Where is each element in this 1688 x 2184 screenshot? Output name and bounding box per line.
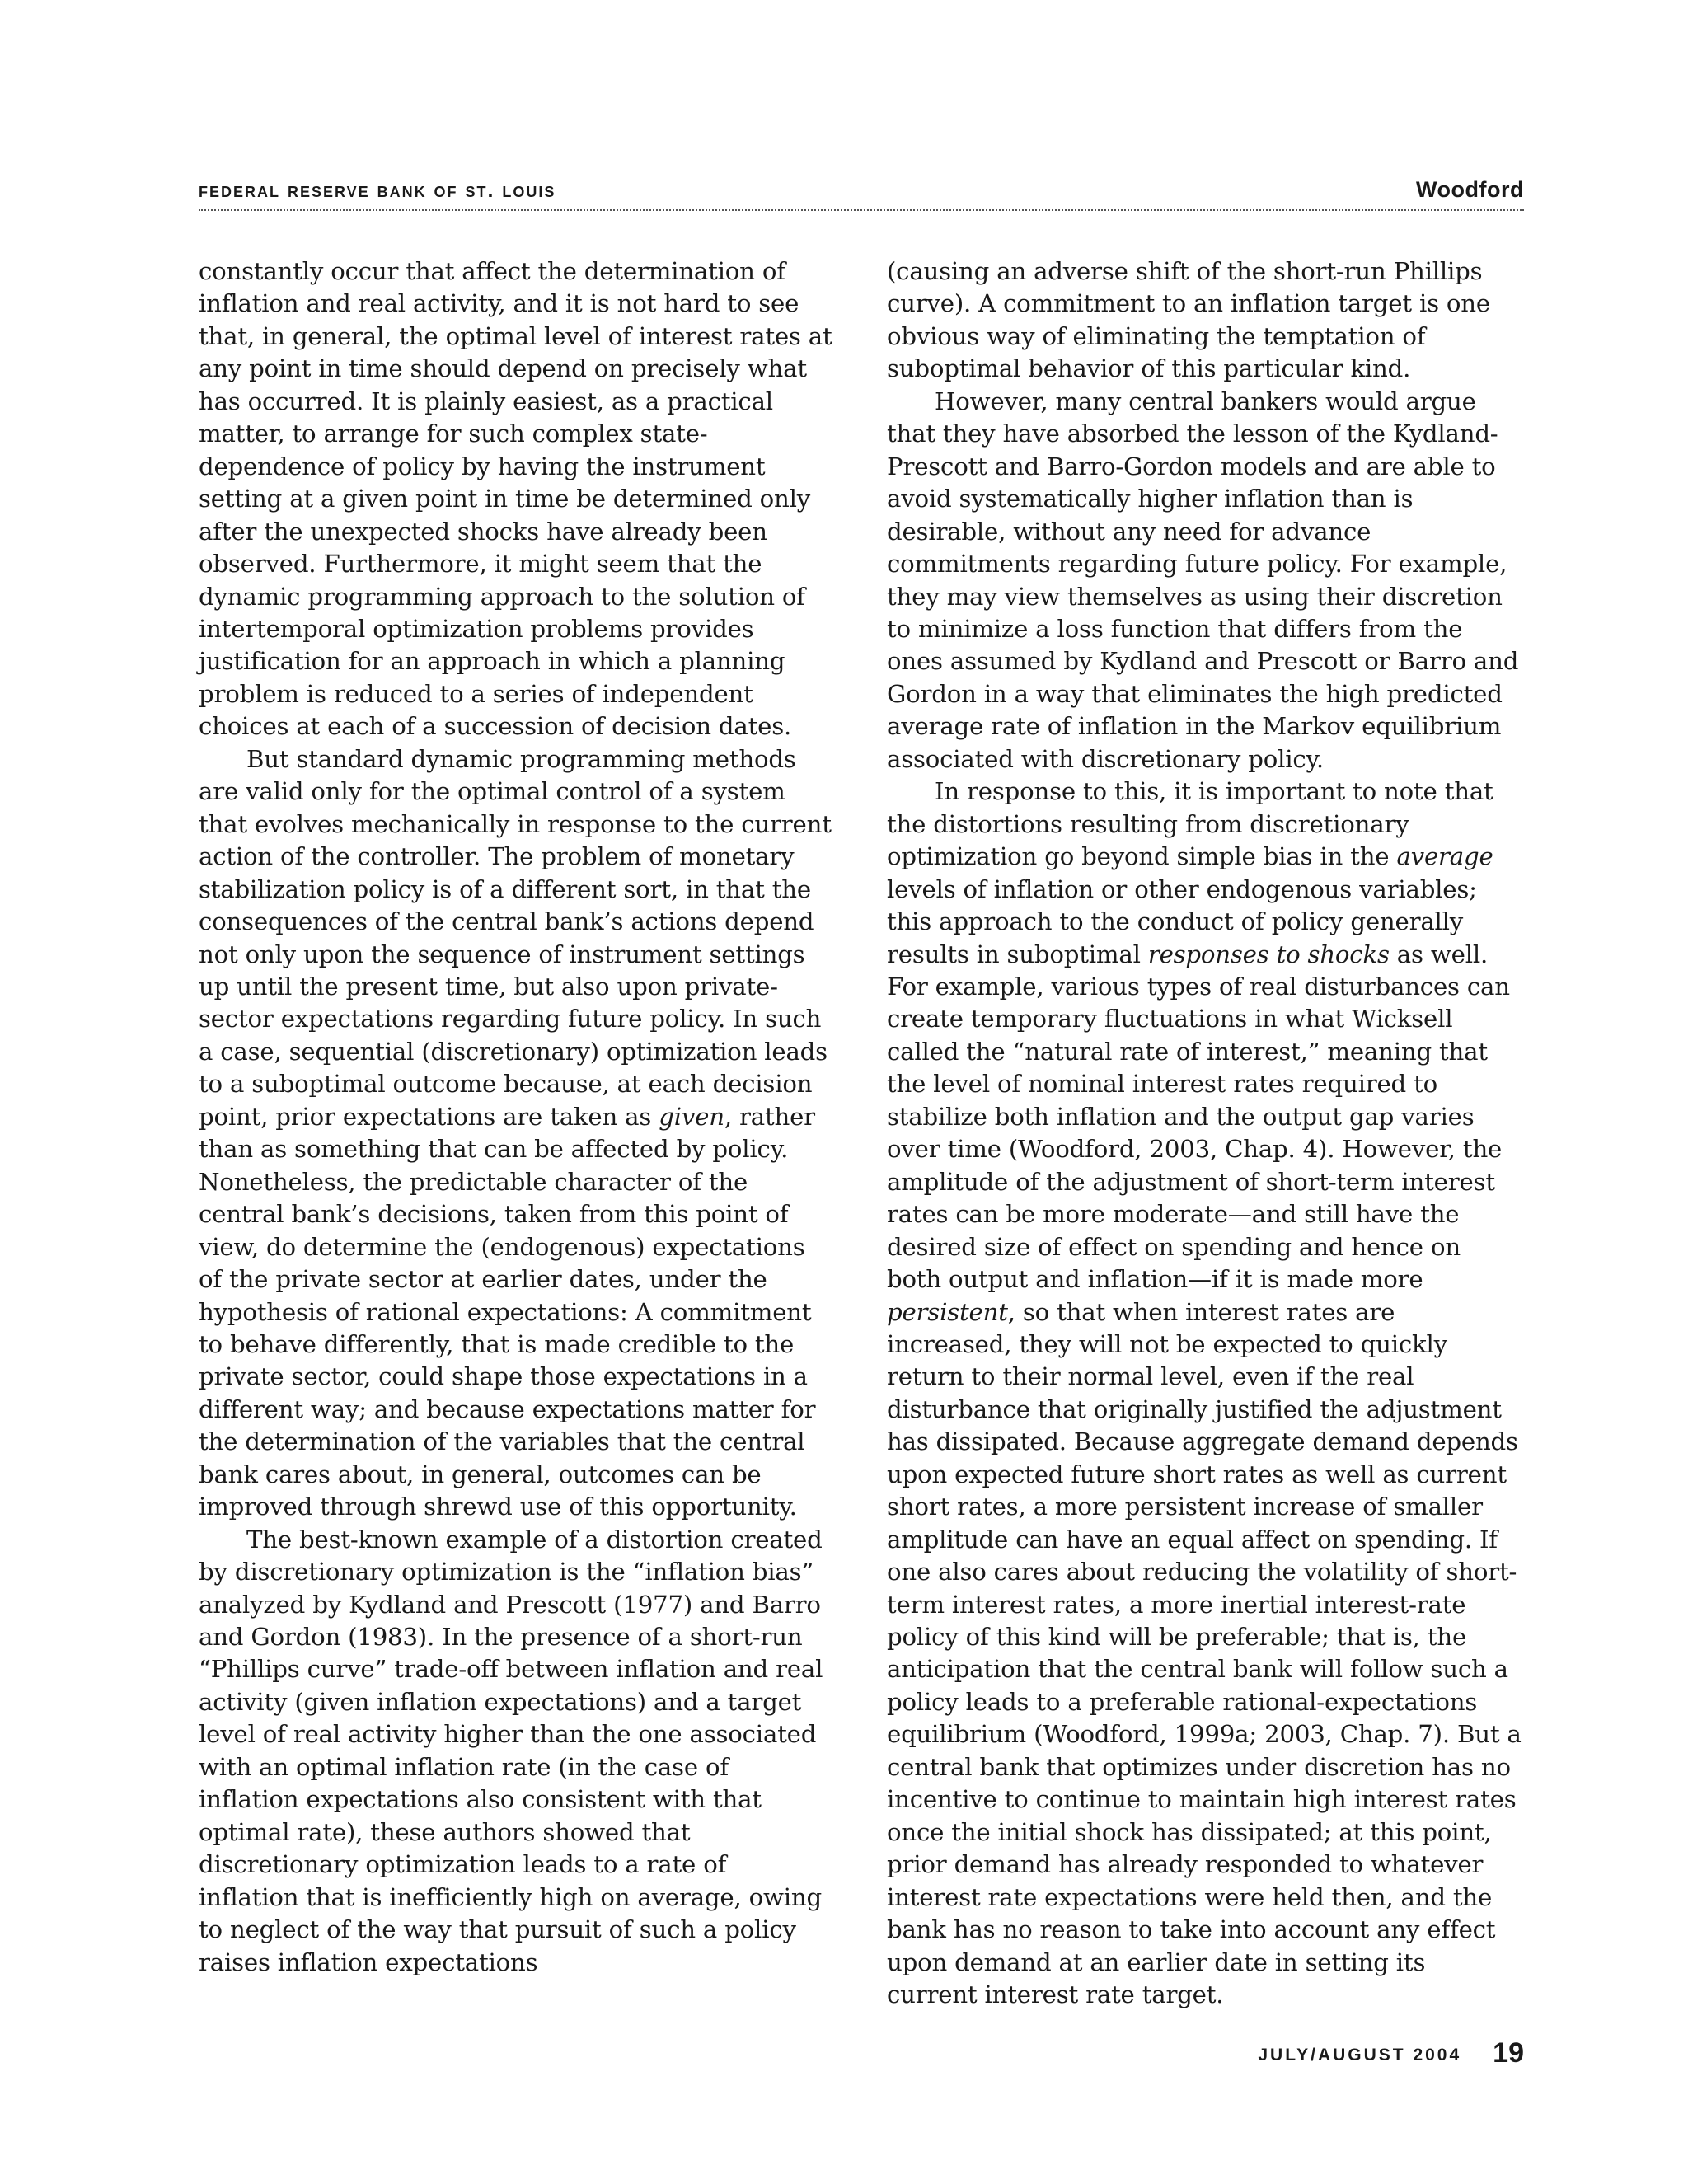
journal-name: federal reserve bank of st. louis: [199, 179, 556, 202]
paragraph: But standard dynamic programming methods are valid only for the optimal control of a system that evolves mechanically in response to the current action of the controller. The problem of monetary stabilization policy is of a different sort, in that the consequences of the central bank’s actions depend not only upon the sequence of instrument settings up until the present time, but also upon private-sector expectations regarding future policy. In such a case, sequential (discretionary) optimization leads to a suboptimal outcome because, at each decision point, prior expectations are taken as given, rather than as something that can be affected by policy. Nonetheless, the predictable character of the central bank’s decisions, taken from this point of view, do determine the (endogenous) expectations of the private sector at earlier dates, under the hypothesis of rational expectations: A commitment to behave differently, that is made credible to the private sector, could shape those expectations in a different way; and because expectations matter for the determination of the variables that the central bank cares about, in general, outcomes can be improved through shrewd use of this opportunity.: [199, 744, 832, 1521]
emphasis: average: [1396, 842, 1493, 871]
page-number: 19: [1493, 2037, 1524, 2069]
page-footer: [1258, 2029, 1524, 2069]
paragraph: The best-known example of a distortion created by discretionary optimization is the “inflation bias” analyzed by Kydland and Prescott (1977) and Barro and Gordon (1983). In the presence of a short-run “Phillips curve” trade-off between inflation and real activity (given inflation expectations) and a target level of real activity higher than the one associated with an optimal inflation rate (in the case of inflation expectations also consistent with that optimal rate), these authors showed that discretionary optimization leads to a rate of inflation that is inefficiently high on average, owing to neglect of the way that pursuit of such a policy raises inflation expectations: [199, 1525, 823, 1976]
paragraph: In response to this, it is important to note that the distortions resulting from discretionary optimization go beyond simple bias in the average levels of inflation or other endogenous variables; this approach to the conduct of policy generally results in suboptimal responses to shocks as well. For example, various types of real disturbances can create temporary fluctuations in what Wicksell called the “natural rate of interest,” meaning that the level of nominal interest rates required to stabilize both inflation and the output gap varies over time (Woodford, 2003, Chap. 4). However, the amplitude of the adjustment of short-term interest rates can be more moderate—and still have the desired size of effect on spending and hence on both output and inflation—if it is made more persistent, so that when interest rates are increased, they will not be expected to quickly return to their normal level, even if the real disturbance that originally justified the adjustment has dissipated. Because aggregate demand depends upon expected future short rates as well as current short rates, a more persistent increase of smaller amplitude can have an equal affect on spending. If one also cares about reducing the volatility of short-term interest rates, a more inertial interest-rate policy of this kind will be preferable; that is, the anticipation that the central bank will follow such a policy leads to a preferable rational-expectations equilibrium (Woodford, 1999a; 2003, Chap. 7). But a central bank that optimizes under discretion has no incentive to continue to maintain high interest rates once the initial shock has dissipated; at this point, prior demand has already responded to whatever interest rate expectations were held then, and the bank has no reason to take into account any effect upon demand at an earlier date in setting its current interest rate target.: [887, 777, 1522, 2009]
paragraph: However, many central bankers would argue that they have absorbed the lesson of the Kydland-Prescott and Barro-Gordon models and are able to avoid systematically higher inflation than is desirable, without any need for advance commitments regarding future policy. For example, they may view themselves as using their discretion to minimize a loss function that differs from the ones assumed by Kydland and Prescott or Barro and Gordon in a way that eliminates the high predicted average rate of inflation in the Markov equilibrium associated with discretionary policy.: [887, 387, 1519, 773]
right-column: [887, 255, 1522, 2011]
emphasis: responses to shocks: [1147, 940, 1390, 968]
left-column: [199, 255, 833, 1979]
emphasis: persistent: [887, 1297, 1008, 1326]
paragraph: (causing an adverse shift of the short-run Phillips curve). A commitment to an inflation target is one obvious way of eliminating the temptation of suboptimal behavior of this particular kind.: [887, 257, 1490, 383]
paragraph: constantly occur that affect the determination of inflation and real activity, and it is not hard to see that, in general, the optimal level of interest rates at any point in time should depend on precisely what has occurred. It is plainly easiest, as a practical matter, to arrange for such complex state-dependence of policy by having the instrument setting at a given point in time be determined only after the unexpected shocks have already been observed. Furthermore, it might seem that the dynamic programming approach to the solution of intertemporal optimization problems provides justification for an approach in which a planning problem is reduced to a series of independent choices at each of a succession of decision dates.: [199, 257, 832, 741]
running-head: [199, 176, 1524, 211]
author-name: Woodford: [1416, 177, 1524, 202]
emphasis: given: [659, 1102, 724, 1131]
issue-date: JULY/AUGUST 2004: [1258, 2046, 1462, 2064]
